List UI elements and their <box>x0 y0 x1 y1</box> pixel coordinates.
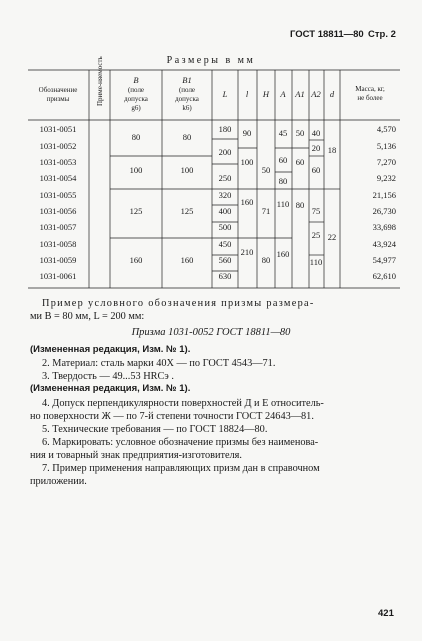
mass-cell: 54,977 <box>372 255 396 265</box>
designation-cell: 1031-0061 <box>39 271 77 281</box>
L-cell: 250 <box>218 173 232 183</box>
item-marking-line1: 6. Маркировать: условное обозначение призмы без наименова- <box>42 437 319 448</box>
L-cell: 450 <box>218 239 232 249</box>
mass-cell: 26,730 <box>372 206 396 216</box>
A1-cell: 80 <box>295 200 305 210</box>
page-number: 421 <box>378 608 394 619</box>
item-tolerance-line1: 4. Допуск перпендикулярности поверхностей Д и Е относитель- <box>42 398 324 409</box>
designation-cell: 1031-0057 <box>39 222 77 232</box>
L-cell: 320 <box>218 190 232 200</box>
designation-cell: 1031-0055 <box>39 190 77 200</box>
A2-cell: 25 <box>311 230 321 240</box>
l-cell: 210 <box>240 247 254 257</box>
item-application-line1: 7. Пример применения направляющих призм дан в справочном <box>42 463 320 474</box>
designation-cell: 1031-0053 <box>39 157 77 167</box>
b-cell: 80 <box>131 132 141 142</box>
mass-cell: 5,136 <box>376 141 396 151</box>
col-designation-1: Обозначение <box>38 86 78 94</box>
example-intro-line1: Пример условного обозначения призмы размера- <box>42 298 315 309</box>
mass-cell: 7,270 <box>376 157 396 167</box>
col-b1-3: допуска <box>175 95 199 103</box>
col-mass-2: не более <box>357 94 383 102</box>
A-cell: 60 <box>278 155 288 165</box>
designation-cell: 1031-0054 <box>39 173 77 183</box>
b1-cell: 80 <box>182 132 192 142</box>
item-requirements: 5. Технические требования — по ГОСТ 18824—80. <box>42 424 268 435</box>
col-H: H <box>262 89 270 99</box>
A-cell: 80 <box>278 176 288 186</box>
example-intro-line2: ми B = 80 мм, L = 200 мм: <box>30 311 145 322</box>
designation-cell: 1031-0059 <box>39 255 77 265</box>
b1-cell: 100 <box>180 165 194 175</box>
L-cell: 180 <box>218 124 232 134</box>
l-cell: 160 <box>240 197 254 207</box>
L-cell: 500 <box>218 222 232 232</box>
item-marking-line2: ния и товарный знак предприятия-изготовителя. <box>30 450 242 461</box>
H-cell: 50 <box>261 165 271 175</box>
L-cell: 400 <box>218 206 232 216</box>
dimensions-table <box>0 0 422 300</box>
col-d: d <box>329 89 335 99</box>
designation-cell: 1031-0052 <box>39 141 77 151</box>
col-b-3: допуска <box>124 95 148 103</box>
col-b-2: (поле <box>127 86 145 94</box>
col-A2: A2 <box>311 89 321 99</box>
b1-cell: 125 <box>180 206 194 216</box>
mass-cell: 4,570 <box>376 124 396 134</box>
col-b1-1: B1 <box>182 75 192 85</box>
example-designation: Призма 1031-0052 ГОСТ 18811—80 <box>131 327 291 338</box>
amendment-note-1: (Измененная редакция, Изм. № 1). <box>30 344 191 355</box>
col-b-1: B <box>133 75 139 85</box>
A-cell: 45 <box>278 128 288 138</box>
b1-cell: 160 <box>180 255 194 265</box>
A-cell: 110 <box>276 199 290 209</box>
A1-cell: 60 <box>295 157 305 167</box>
table-caption: Размеры в мм <box>166 55 256 66</box>
col-l: l <box>245 89 249 99</box>
l-cell: 90 <box>242 128 252 138</box>
mass-cell: 43,924 <box>372 239 396 249</box>
item-application-line2: приложении. <box>30 476 87 487</box>
L-cell: 560 <box>218 255 232 265</box>
amendment-note-2: (Измененная редакция, Изм. № 1). <box>30 383 191 394</box>
mass-cell: 33,698 <box>372 222 396 232</box>
col-b1-2: (поле <box>178 86 196 94</box>
col-A: A <box>280 89 286 99</box>
d-cell: 22 <box>327 232 337 242</box>
mass-cell: 62,610 <box>372 271 396 281</box>
col-L: L <box>222 89 228 99</box>
H-cell: 80 <box>261 255 271 265</box>
H-cell: 71 <box>261 206 271 216</box>
A2-cell: 75 <box>311 206 321 216</box>
item-material: 2. Материал: сталь марки 40Х — по ГОСТ 4543—71. <box>42 358 276 369</box>
L-cell: 630 <box>218 271 232 281</box>
mass-cell: 21,156 <box>372 190 396 200</box>
designation-cell: 1031-0051 <box>39 124 77 134</box>
page-label: Стр. 2 <box>368 29 396 40</box>
item-hardness: 3. Твердость — 49...53 HRCэ . <box>42 371 174 382</box>
A2-cell: 20 <box>311 143 321 153</box>
designation-cell: 1031-0058 <box>39 239 77 249</box>
col-b-4: g6) <box>131 104 141 112</box>
A1-cell: 50 <box>295 128 305 138</box>
b-cell: 125 <box>129 206 143 216</box>
designation-cell: 1031-0056 <box>39 206 77 216</box>
col-b1-4: k6) <box>182 104 192 112</box>
standard-number: ГОСТ 18811—80 <box>290 29 364 40</box>
col-mass-1: Масса, кг, <box>355 85 385 93</box>
A2-cell: 110 <box>309 257 323 267</box>
A-cell: 160 <box>276 249 290 259</box>
item-tolerance-line2: но поверхности Ж — по 7-й степени точности ГОСТ 24643—81. <box>30 411 314 422</box>
col-applicability: Приме-няемость <box>96 56 104 106</box>
L-cell: 200 <box>218 147 232 157</box>
col-designation-2: призмы <box>46 95 70 103</box>
A2-cell: 40 <box>311 128 321 138</box>
b-cell: 160 <box>129 255 143 265</box>
A2-cell: 60 <box>311 165 321 175</box>
mass-cell: 9,232 <box>376 173 396 183</box>
b-cell: 100 <box>129 165 143 175</box>
col-A1: A1 <box>295 89 305 99</box>
d-cell: 18 <box>327 145 337 155</box>
l-cell: 100 <box>240 157 254 167</box>
